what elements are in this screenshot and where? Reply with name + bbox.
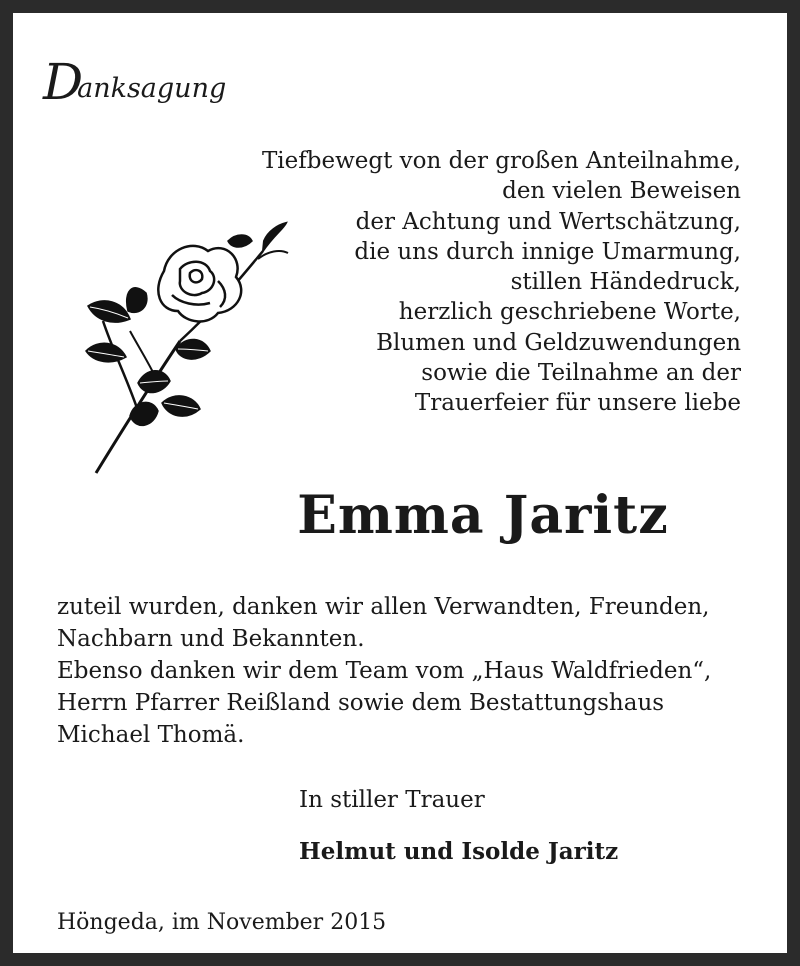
body-line: Michael Thomä. — [57, 722, 245, 748]
intro-line: der Achtung und Wertschätzung, — [355, 208, 741, 235]
body-line: zuteil wurden, danken wir allen Verwandten, Freunden, — [57, 594, 710, 620]
intro-text — [181, 146, 741, 419]
body-line: Nachbarn und Bekannten. — [57, 626, 365, 652]
intro-line: Trauerfeier für unsere liebe — [414, 390, 741, 417]
intro-line: sowie die Teilnahme an der — [421, 360, 741, 387]
signature: Helmut und Isolde Jaritz — [299, 838, 619, 865]
place-date: Höngeda, im November 2015 — [57, 910, 387, 935]
intro-line: Tiefbewegt von der großen Anteilnahme, — [261, 148, 741, 174]
intro-line: Blumen und Geldzuwendungen — [376, 329, 741, 356]
heading-initial: D — [43, 53, 82, 111]
body-line: Ebenso danken wir dem Team vom „Haus Waldfrieden“, — [57, 658, 712, 684]
intro-line: stillen Händedruck, — [510, 269, 741, 296]
body-text — [57, 591, 777, 751]
heading-rest: anksagung — [77, 73, 227, 104]
deceased-name: Emma Jaritz — [297, 485, 669, 546]
intro-line: den vielen Beweisen — [502, 178, 741, 205]
intro-line: herzlich geschriebene Worte, — [398, 299, 741, 326]
closing-phrase: In stiller Trauer — [299, 787, 485, 813]
body-line: Herrn Pfarrer Reißland sowie dem Bestattungshaus — [57, 690, 665, 716]
intro-line: die uns durch innige Umarmung, — [354, 238, 741, 265]
notice-heading — [43, 53, 226, 111]
